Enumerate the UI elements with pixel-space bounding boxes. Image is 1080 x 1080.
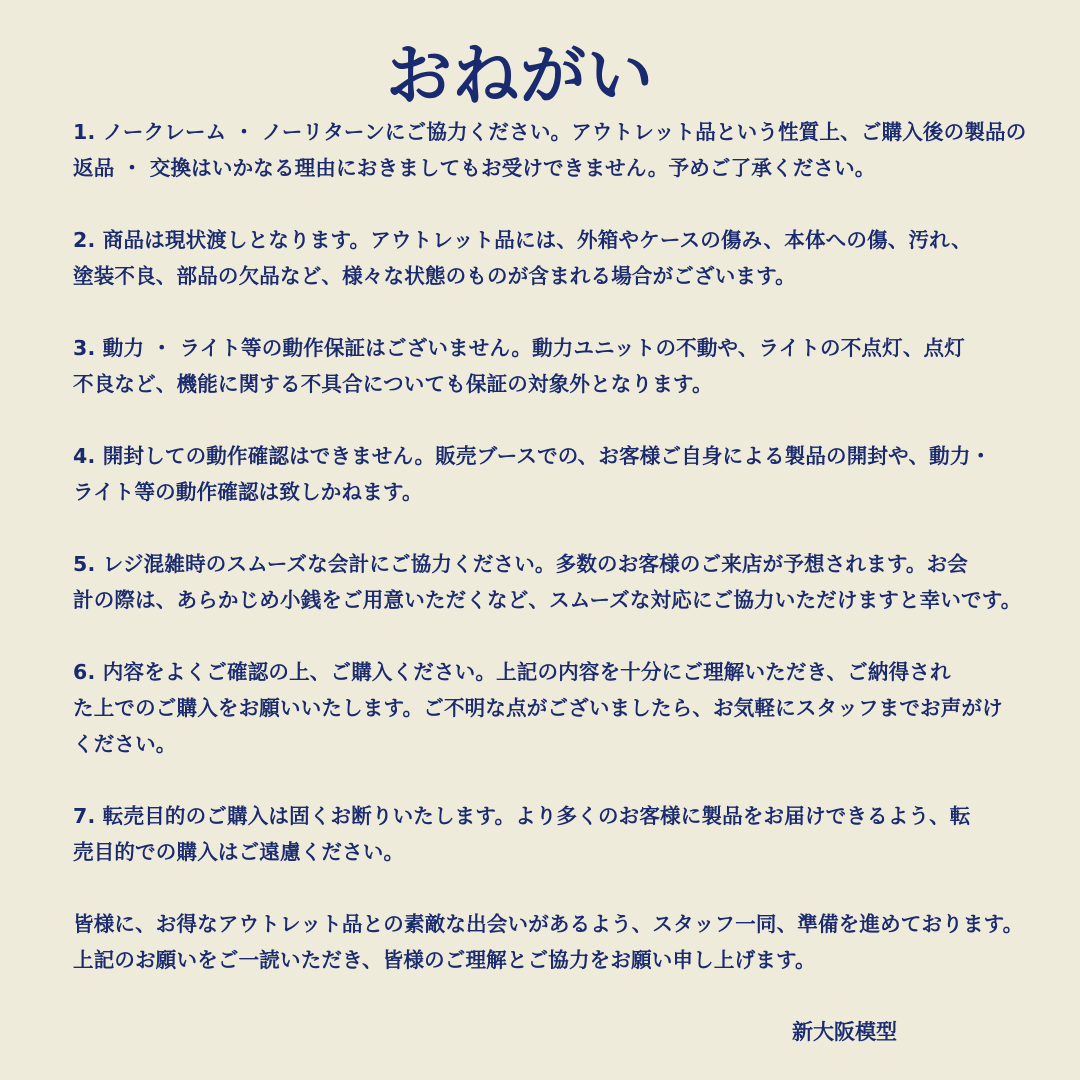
notice-line: 塗装不良、部品の欠品など、様々な状態のものが含まれる場合がございます。 bbox=[73, 264, 796, 288]
notice-line: 2. 商品は現状渡しとなります。アウトレット品には、外箱やケースの傷み、本体への傷、汚れ、 bbox=[73, 228, 972, 252]
notice-item-1 bbox=[73, 114, 1027, 186]
notice-line: 7. 転売目的のご購入は固くお断りいたします。より多くのお客様に製品をお届けできるよう、転 bbox=[73, 804, 971, 828]
notice-line: 上記のお願いをご一読いただき、皆様のご理解とご協力をお願い申し上げます。 bbox=[73, 948, 816, 972]
store-signature: 新大阪模型 bbox=[792, 1020, 897, 1044]
notice-line: 皆様に、お得なアウトレット品との素敵な出会いがあるよう、スタッフ一同、準備を進めております。 bbox=[73, 912, 1024, 936]
notice-line: 6. 内容をよくご確認の上、ご購入ください。上記の内容を十分にご理解いただき、ご納得され bbox=[73, 660, 951, 684]
notice-line: 計の際は、あらかじめ小銭をご用意いただくなど、スムーズな対応にご協力いただけますと幸いです。 bbox=[73, 588, 1022, 612]
notice-line: 売目的での購入はご遠慮ください。 bbox=[73, 840, 405, 864]
notice-item-2 bbox=[73, 222, 1008, 294]
notice-line: ください。 bbox=[73, 732, 177, 756]
notice-line: 不良など、機能に関する不具合についても保証の対象外となります。 bbox=[73, 372, 713, 396]
notice-item-5 bbox=[73, 546, 1022, 618]
notice-item-4 bbox=[73, 438, 1008, 510]
notice-line: ライト等の動作確認は致しかねます。 bbox=[73, 480, 423, 504]
notice-item-6 bbox=[73, 654, 1008, 762]
notice-line: 3. 動力 ・ ライト等の動作保証はございません。動力ユニットの不動や、ライトの不点灯、点灯 bbox=[73, 336, 965, 360]
notice-item-7 bbox=[73, 798, 1008, 870]
notice-item-3 bbox=[73, 330, 1008, 402]
notice-line: 4. 開封しての動作確認はできません。販売ブースでの、お客様ご自身による製品の開封や、動力・ bbox=[73, 444, 992, 468]
closing-message bbox=[73, 906, 1024, 978]
notice-list bbox=[73, 114, 1027, 1014]
notice-line: 返品 ・ 交換はいかなる理由におきましてもお受けできません。予めご了承ください。 bbox=[73, 156, 876, 180]
page-title: おねがい bbox=[386, 37, 654, 114]
notice-line: 1. ノークレーム ・ ノーリターンにご協力ください。アウトレット品という性質上、ご購入後の製品の bbox=[73, 120, 1027, 144]
notice-line: た上でのご購入をお願いいたします。ご不明な点がございましたら、お気軽にスタッフまでお声がけ bbox=[73, 696, 1003, 720]
notice-line: 5. レジ混雑時のスムーズな会計にご協力ください。多数のお客様のご来店が予想されます。お会 bbox=[73, 552, 968, 576]
